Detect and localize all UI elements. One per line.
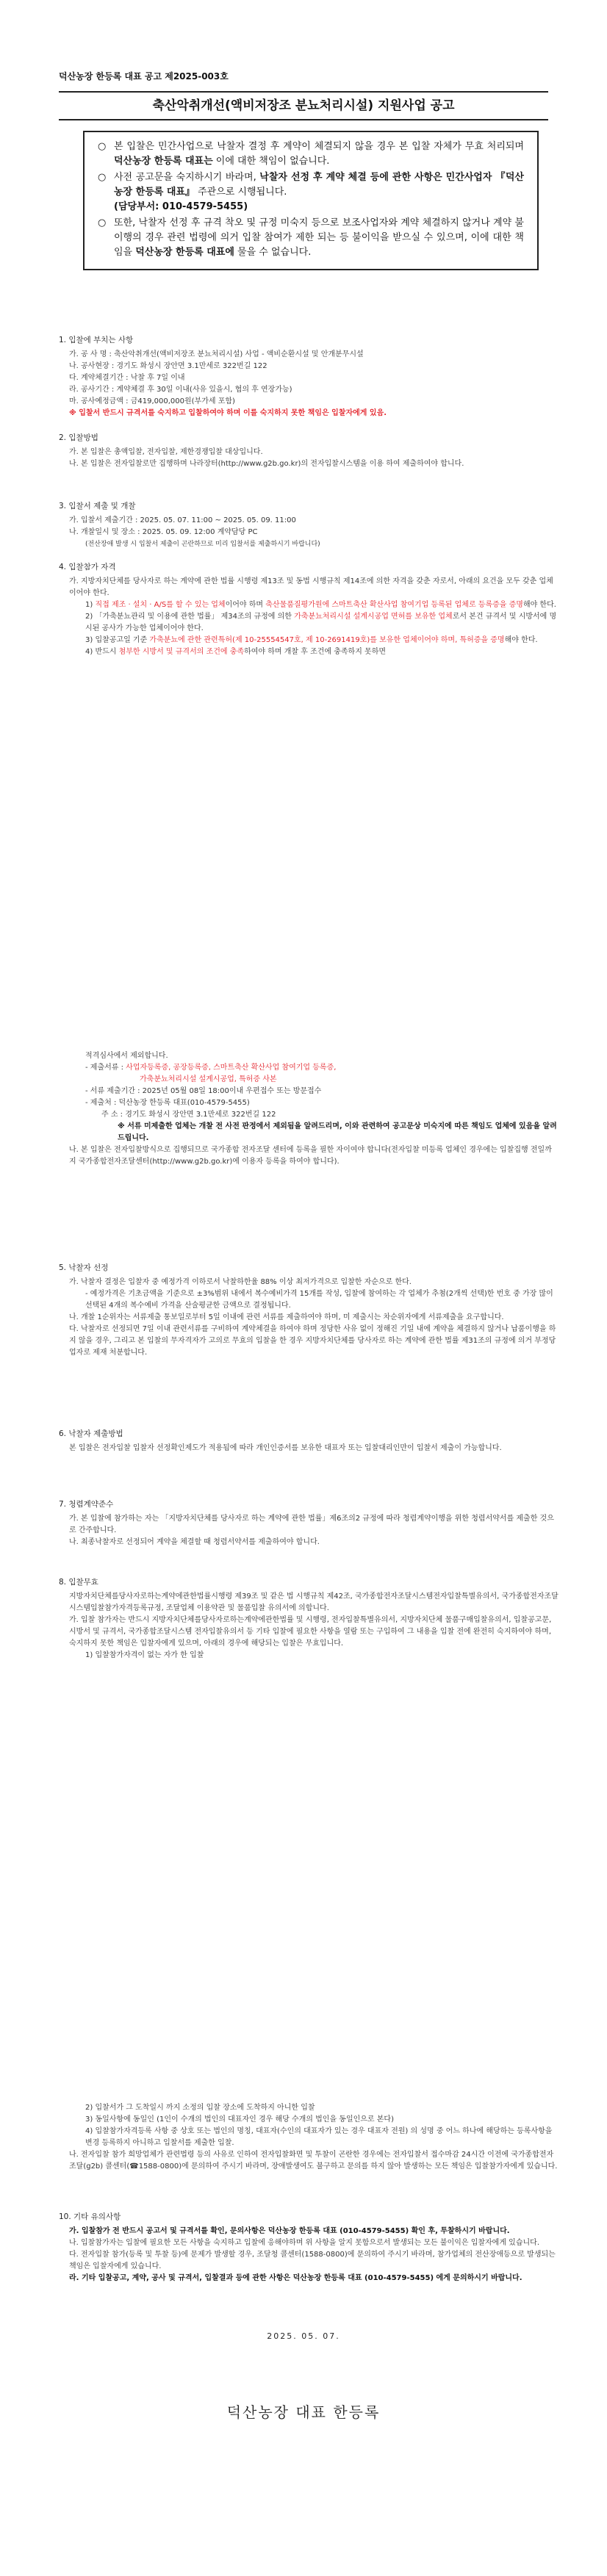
intro-text: 주관으로 시행됩니다. bbox=[194, 187, 287, 198]
section-invalid-bids-cont bbox=[59, 2102, 558, 2173]
intro-text: 사전 공고문을 숙지하시기 바라며, bbox=[114, 172, 260, 183]
section-bid-items bbox=[59, 334, 558, 419]
list-item: 2) 입찰서가 그 도착일시 까지 소정의 입찰 장소에 도착하지 아니한 입찰 bbox=[85, 2104, 315, 2112]
intro-text: 본 입찰은 민간사업으로 낙찰자 결정 후 계약이 체결되지 않을 경우 본 입찰 자체가 무효 처리되며 bbox=[114, 141, 524, 152]
list-item: 다. 계약체결기간 : 낙찰 후 7일 이내 bbox=[69, 374, 185, 382]
list-item: 4) 반드시 첨부한 시방서 및 규격서의 조건에 충족하여야 하며 개찰 후 조건에 충족하지 못하면 bbox=[85, 648, 387, 656]
intro-emphasis: 덕산농장 한등록 대표는 bbox=[114, 156, 213, 167]
list-item: 2) 「가축분뇨관리 및 이용에 관한 법률」 제34조의 규정에 의한 가축분뇨처리시설 설계시공업 면허를 보유한 업체로서 본건 규격서 및 시방서에 명시된 공사가 가능한 업체이어야 한다. bbox=[85, 613, 557, 632]
list-item: 4) 입찰참가자격등록 사항 중 상호 또는 법인의 명칭, 대표자(수인의 대표자가 있는 경우 대표자 전원) 의 성명 중 어느 하나에 해당하는 등록사항을 변경 등록하지 아니하고 입찰서를 제출한 입찰. bbox=[85, 2127, 553, 2147]
section-other-notes bbox=[59, 2211, 558, 2284]
intro-bullet-2 bbox=[98, 170, 524, 214]
list-item: 나. 입찰참가자는 입찰에 필요한 모든 사항을 숙지하고 입찰에 응해야하며 위 사항을 알지 못함으로서 발생되는 모든 불이익은 입찰자에게 있습니다. bbox=[69, 2239, 539, 2247]
section-heading: 7. 청렴계약준수 bbox=[59, 1500, 114, 1509]
list-item: 나. 개찰일시 및 장소 : 2025. 05. 09. 12:00 계약담당 PC bbox=[69, 528, 258, 536]
list-item: 다. 낙찰자로 선정되면 7일 이내 관련서류를 구비하여 계약체결을 하여야 하며 정당한 사유 없이 정해진 기일 내에 계약을 체결하지 않거나 납품이행을 하지 않을 경우, 그리고 본 입찰의 무자격자가 고의로 무효의 입찰을 한 경우 지방자치단체를 당사자로 하는 계약에 관한 법률 제31조의 규정에 의거 부정당업자로 제재 처분합니다. bbox=[69, 1325, 556, 1357]
intro-bullet-1 bbox=[98, 140, 524, 169]
list-item: 나. 개찰 1순위자는 서류제출 통보일로부터 5일 이내에 관련 서류를 제출하여야 하며, 미 제출시는 차순위자에게 서류제출을 요구합니다. bbox=[69, 1313, 504, 1321]
page-title: 축산악취개선(액비저장조 분뇨처리시설) 지원사업 공고 bbox=[59, 91, 548, 120]
intro-emphasis: 덕산농장 한등록 대표에 bbox=[135, 247, 234, 258]
intro-text: 이에 대한 책임이 없습니다. bbox=[212, 156, 330, 167]
notice-number: 덕산농장 한등록 대표 공고 제2025-003호 bbox=[59, 71, 229, 82]
section-heading: 8. 입찰무효 bbox=[59, 1578, 98, 1587]
list-item: 가. 공 사 명 : 축산악취개선(액비저장조 분뇨처리시설) 사업 - 액비순환시설 및 안개분무시설 bbox=[69, 350, 364, 358]
section-bid-method bbox=[59, 432, 558, 470]
section-integrity-contract bbox=[59, 1498, 558, 1548]
section-heading: 1. 입찰에 부치는 사항 bbox=[59, 336, 134, 344]
section-winner-selection bbox=[59, 1262, 558, 1359]
list-item: - 예정가격은 기초금액을 기준으로 ±3%범위 내에서 복수예비가격 15개를 작성, 입찰에 참여하는 각 업체가 추첨(2개씩 선택)한 번호 중 가장 많이 선택된 4개의 복수예비 가격을 산술평균한 금액으로 결정됩니다. bbox=[85, 1290, 553, 1310]
section-heading: 4. 입찰참가 자격 bbox=[59, 563, 116, 571]
list-item: 가. 본 입찰에 참가하는 자는 「지방자치단체를 당사자로 하는 계약에 관한 법률」제6조의2 규정에 따라 청렴계약이행을 위한 청렴서약서를 제출한 것으로 간주합니다. bbox=[69, 1515, 554, 1534]
list-item: 가. 입찰참가 전 반드시 공고서 및 규격서를 확인, 문의사항은 덕산농장 한등록 대표 (010-4579-5455) 확인 후, 투찰하시기 바랍니다. bbox=[69, 2227, 510, 2235]
section-heading: 3. 입찰서 제출 및 개찰 bbox=[59, 502, 136, 510]
section-heading: 6. 낙찰자 제출방법 bbox=[59, 1429, 123, 1438]
list-item: 나. 공사현장 : 경기도 화성시 장안면 3.1만세로 322번길 122 bbox=[69, 362, 267, 370]
section-heading: 10. 기타 유의사항 bbox=[59, 2212, 121, 2221]
section-invalid-bids bbox=[59, 1576, 558, 1662]
list-item: 가축분뇨처리시설 설계시공업, 특허증 사본 bbox=[140, 1075, 277, 1083]
list-item: 가. 본 입찰은 총액입찰, 전자입찰, 제한경쟁입찰 대상입니다. bbox=[69, 448, 263, 456]
list-item: 마. 공사예정금액 : 금419,000,000원(부가세 포함) bbox=[69, 397, 235, 405]
warning-note: ※ 서류 미제출한 업체는 개찰 전 사전 판정에서 제외됨을 알려드리며, 이와 관련하여 공고문상 미숙지에 따른 책임도 업체에 있음을 알려드립니다. bbox=[118, 1122, 557, 1142]
section-heading: 2. 입찰방법 bbox=[59, 433, 98, 442]
list-item: 주 소 : 경기도 화성시 장안면 3.1만세로 322번길 122 bbox=[101, 1111, 276, 1119]
bullet-mark: ○ bbox=[98, 141, 107, 152]
list-item: 가. 지방자치단체를 당사자로 하는 계약에 관한 법률 시행령 제13조 및 동법 시행규칙 제14조에 의한 자격을 갖춘 자로서, 아래의 요건을 모두 갖춘 업체이어야 한다. bbox=[69, 577, 553, 597]
notice-date: 2025. 05. 07. bbox=[267, 2331, 340, 2341]
bullet-mark: ○ bbox=[98, 217, 107, 228]
intro-bullet-3 bbox=[98, 216, 524, 260]
list-item: 가. 낙찰자 결정은 입찰자 중 예정가격 이하로서 낙찰하한율 88% 이상 최저가격으로 입찰한 자순으로 한다. bbox=[69, 1278, 412, 1286]
list-item: 3) 입찰공고일 기준 가축분뇨에 관한 관련특허(제 10-25554547호, 제 10-2691419호)를 보유한 업체이어야 하며, 특허증을 증명해야 한다. bbox=[85, 636, 538, 644]
section-heading: 5. 낙찰자 선정 bbox=[59, 1263, 109, 1272]
contact-phone: (담당부서: 010-4579-5455) bbox=[114, 201, 248, 212]
intro-emphasis: 낙찰자 선정 후 계약 체결 등에 관한 사항은 민간사업자 『덕산농장 한등록 대표』 bbox=[114, 172, 524, 198]
warning-note: ※ 입찰서 반드시 규격서를 숙지하고 입찰하여야 하며 이를 숙지하지 못한 책임은 입찰자에게 있음. bbox=[69, 409, 387, 417]
bullet-mark: ○ bbox=[98, 172, 107, 183]
list-item: - 서류 제출기간 : 2025년 05월 08일 18:00이내 우편접수 또는 방문접수 bbox=[85, 1087, 322, 1095]
list-item: 3) 동일사항에 동일인 (1인이 수개의 법인의 대표자인 경우 해당 수개의 법인을 동일인으로 본다) bbox=[85, 2115, 394, 2124]
list-item: 라. 공사기간 : 계약체결 후 30일 이내(사유 있을시, 협의 후 연장가능) bbox=[69, 386, 292, 394]
list-item: 나. 전자입찰 참가 희망업체가 관련법령 등의 사유로 인하여 전자입찰화면 및 투찰이 곤란한 경우에는 전자입찰서 접수마감 24시간 이전에 국가종합전자조달(g2b) 콜센터(☎1588-0800)에 문의하여 주시기 바라며, 장애발생여도 불구하고 문의를 하지 않아 발생하는 모든 책임은 입찰참가자에게 있습니다. bbox=[69, 2151, 558, 2171]
list-item: 나. 본 입찰은 전자입찰로만 집행하며 나라장터(http://www.g2b.go.kr)의 전자입찰시스템을 이용 하여 제출하여야 합니다. bbox=[69, 460, 464, 468]
list-item: 1) 직접 제조 · 설치 · A/S를 할 수 있는 업체이어야 하며 축산물품질평가원에 스마트축산 확산사업 참여기업 등록된 업체로 등록증을 증명해야 한다. bbox=[85, 601, 556, 609]
list-note: (전산장애 발생 시 입찰서 제출이 곤란하므로 미리 입찰서를 제출하시기 바랍니다) bbox=[85, 541, 320, 548]
section-qualifications bbox=[59, 561, 558, 658]
signature: 덕산농장 대표 한등록 bbox=[226, 2403, 381, 2421]
list-item: 가. 입찰 참가자는 반드시 지방자치단체를당사자로하는계약에관한법률 및 시행령, 전자입찰특별유의서, 지방자치단체 물품구매입찰유의서, 입찰공고문, 시방서 및 규격서, 국가종합조달시스템 전자입찰유의서 등 기타 입찰에 필요한 사항을 열람 또는 구입하여 그 내용을 입찰 전에 완전히 숙지하여야 하며, 숙지하지 못한 책임은 입찰자에게 있으며, 아래의 경우에 해당되는 입찰은 무효입니다. bbox=[69, 1616, 552, 1648]
list-item: 다. 전자입찰 참가(등록 및 투찰 등)에 문제가 발생할 경우, 조달청 콜센터(1588-0800)에 문의하여 주시기 바라며, 참가업체의 전산장애등으로 발생되는 책임은 입찰자에게 있습니다. bbox=[69, 2251, 556, 2270]
list-item: 가. 입찰서 제출기간 : 2025. 05. 07. 11:00 ~ 2025. 05. 09. 11:00 bbox=[69, 516, 296, 524]
list-item: - 제출처 : 덕산농장 한등록 대표(010-4579-5455) bbox=[85, 1099, 250, 1107]
list-item: 본 입찰은 전자입찰 입찰자 선정확인제도가 적용됨에 따라 개인인증서를 보유한 대표자 또는 입찰대리인만이 입찰서 제출이 가능합니다. bbox=[69, 1444, 502, 1452]
intro-text: 또한, 낙찰자 선정 후 규격 착오 및 규정 미숙지 등으로 보조사업자와 계약 체결하지 않거나 계약 불이행의 경우 관련 법령에 의거 입찰 참여가 제한 되는 등 불이익을 받으실 수 있으며, 이에 대한 책임을 bbox=[114, 217, 524, 258]
section-submission-method bbox=[59, 1428, 558, 1454]
list-item: 1) 입찰참가자격이 없는 자가 한 입찰 bbox=[85, 1651, 204, 1659]
list-item: 지방자치단체를당사자로하는계약에관한법률시행령 제39조 및 같은 법 시행규칙 제42조, 국가종합전자조달시스템전자입찰특별유의서, 국가종합전자조달시스템입찰참가자격등록규정, 조달업체 이용약관 및 물품입찰 유의서에 의합니다. bbox=[69, 1592, 558, 1612]
section-qualifications-cont bbox=[59, 1050, 558, 1168]
list-item: 나. 본 입찰은 전자입찰방식으로 집행되므로 국가종합 전자조달 센터에 등록을 필한 자이여야 합니다(전자입찰 미등록 업체인 경우에는 입찰집행 전일까지 국가종합전자조달센터(http://www.g2b.go.kr)에 이용자 등록을 하여야 합니다). bbox=[69, 1146, 552, 1166]
list-item: - 제출서류 : 사업자등록증, 공장등록증, 스마트축산 확산사업 참여기업 등록증, bbox=[85, 1064, 337, 1072]
list-item: 적격심사에서 제외합니다. bbox=[85, 1052, 168, 1060]
intro-notice-box bbox=[83, 131, 539, 270]
section-submission bbox=[59, 500, 558, 550]
intro-text: 물을 수 없습니다. bbox=[234, 247, 312, 258]
list-item: 라. 기타 입찰공고, 계약, 공사 및 규격서, 입찰결과 등에 관한 사항은 덕산농장 한등록 대표 (010-4579-5455) 에게 문의하시기 바랍니다. bbox=[69, 2274, 522, 2282]
list-item: 나. 최종낙찰자로 선정되어 계약을 체결할 때 청렴서약서를 제출하여야 합니다. bbox=[69, 1538, 320, 1546]
